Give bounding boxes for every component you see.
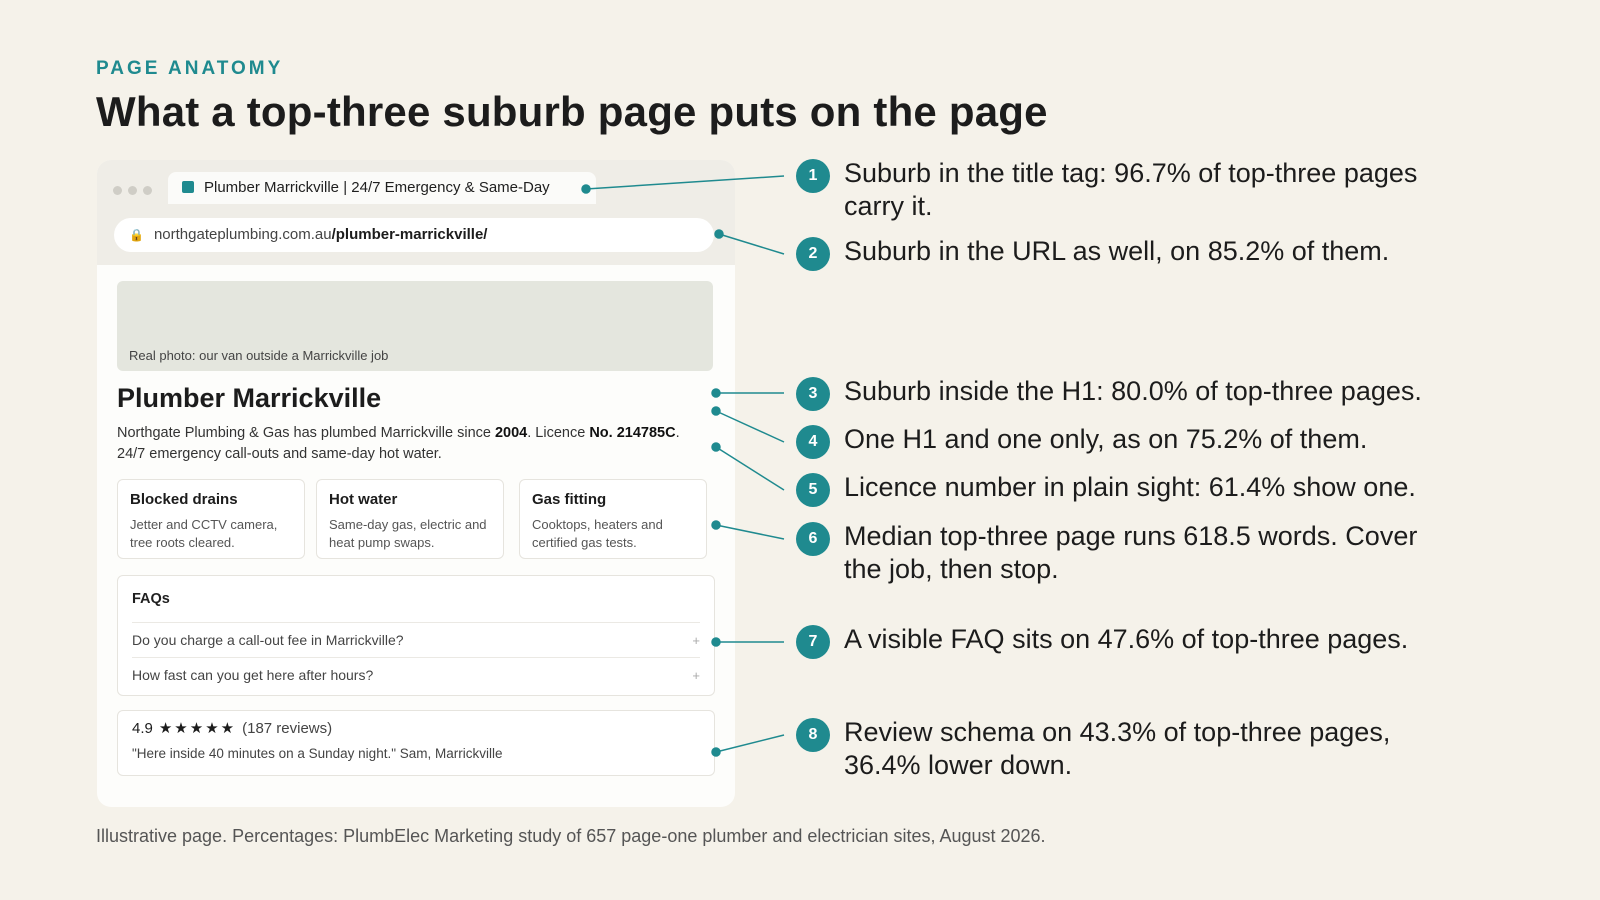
callout-number-badge: 7: [796, 625, 830, 659]
star-rating-icon: ★★★★★: [158, 720, 237, 737]
leader-line-2: [719, 234, 784, 254]
callout-text: Licence number in plain sight: 61.4% show one.: [844, 472, 1416, 502]
callout-text: One H1 and one only, as on 75.2% of them.: [844, 424, 1368, 454]
leader-dot-1: [582, 185, 590, 193]
review-rating: 4.9: [132, 720, 153, 737]
tab-title: Plumber Marrickville | 24/7 Emergency & Same-Day: [204, 179, 550, 196]
callout-text: Suburb in the URL as well, on 85.2% of them.: [844, 236, 1390, 266]
leader-line-5: [716, 447, 784, 490]
faq-question: How fast can you get here after hours?: [132, 667, 374, 683]
expand-plus-icon[interactable]: +: [692, 633, 700, 648]
leader-line-4: [716, 411, 784, 442]
leader-dot-5: [712, 443, 720, 451]
footnote: Illustrative page. Percentages: PlumbElec Marketing study of 657 page-one plumber and electrician sites, August 2026.: [96, 826, 1046, 846]
callout-number-badge: 1: [796, 159, 830, 193]
leader-dot-7: [712, 638, 720, 646]
expand-plus-icon[interactable]: +: [692, 668, 700, 683]
service-desc: Cooktops, heaters and certified gas tests.: [532, 517, 663, 550]
service-desc: Jetter and CCTV camera, tree roots cleared.: [130, 517, 278, 550]
service-title: Blocked drains: [130, 491, 238, 508]
page-h1: Plumber Marrickville: [117, 383, 382, 413]
service-desc: Same-day gas, electric and heat pump swaps.: [329, 517, 487, 550]
leader-dot-4: [712, 407, 720, 415]
callout-number-badge: 5: [796, 473, 830, 507]
faq-question: Do you charge a call-out fee in Marrickville?: [132, 632, 404, 648]
url-domain: northgateplumbing.com.au: [153, 226, 332, 243]
service-title: Gas fitting: [532, 491, 607, 508]
leader-dot-6: [712, 521, 720, 529]
leader-dot-2: [715, 230, 723, 238]
licence-number: No. 214785C: [589, 425, 676, 441]
lock-icon: 🔒: [129, 228, 144, 242]
headline: What a top-three suburb page puts on the page: [96, 88, 1048, 135]
callout-text: Suburb inside the H1: 80.0% of top-three pages.: [844, 376, 1422, 406]
callout-number-badge: 2: [796, 237, 830, 271]
url-path: /plumber-marrickville/: [331, 226, 488, 243]
callout-number-badge: 8: [796, 718, 830, 752]
faq-title: FAQs: [132, 591, 170, 607]
callout-number-badge: 6: [796, 522, 830, 556]
leader-dot-8: [712, 748, 720, 756]
intro-text: . 24/7 emergency call-outs and same-day hot water.: [117, 425, 680, 462]
callout-text: Median top-three page runs 618.5 words. Cover the job, then stop.: [844, 521, 1418, 584]
leader-line-1: [586, 176, 784, 189]
callout-text: Review schema on 43.3% of top-three pages, 36.4% lower down.: [844, 717, 1391, 780]
review-quote: "Here inside 40 minutes on a Sunday night." Sam, Marrickville: [132, 746, 503, 761]
intro-text: Northgate Plumbing & Gas has plumbed Marrickville since: [117, 425, 495, 441]
review-count[interactable]: (187 reviews): [242, 720, 333, 737]
callout-number-badge: 4: [796, 425, 830, 459]
leader-line-8: [716, 735, 784, 752]
callout-text: A visible FAQ sits on 47.6% of top-three pages.: [844, 624, 1409, 654]
service-title: Hot water: [329, 491, 398, 508]
callout-text: Suburb in the title tag: 96.7% of top-three pages carry it.: [844, 158, 1418, 221]
callout-number-badge: 3: [796, 377, 830, 411]
eyebrow: PAGE ANATOMY: [96, 58, 284, 79]
leader-line-6: [716, 525, 784, 539]
leader-dot-3: [712, 389, 720, 397]
intro-year: 2004: [494, 425, 528, 441]
hero-caption: Real photo: our van outside a Marrickville job: [129, 348, 389, 363]
intro-text: . Licence: [527, 425, 590, 441]
